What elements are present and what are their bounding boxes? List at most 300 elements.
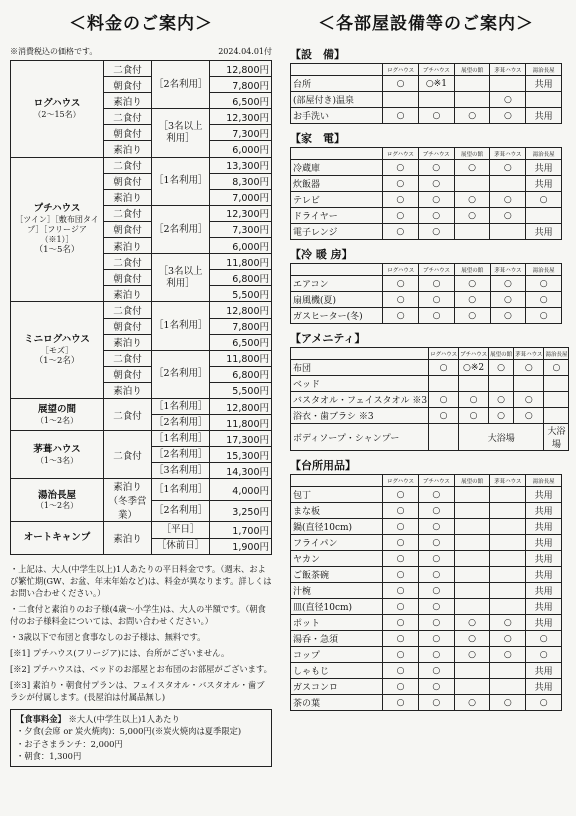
facility-sub: （1～2名） xyxy=(35,415,79,425)
equipment-cell: ○ xyxy=(454,647,490,663)
equipment-row xyxy=(291,663,562,679)
equipment-group-heading: 【家 電】 xyxy=(290,132,345,145)
equipment-row xyxy=(291,192,562,208)
equipment-group-heading: 【アメニティ】 xyxy=(290,332,366,345)
equipment-cell: ○ xyxy=(383,631,419,647)
price-value: 5,500円 xyxy=(210,286,272,302)
price-value: 3,250円 xyxy=(210,500,272,522)
equipment-item: まな板 xyxy=(291,503,383,519)
equipment-cell: ○ xyxy=(419,292,455,308)
equipment-row xyxy=(291,519,562,535)
equipment-row xyxy=(291,535,562,551)
equipment-item: エアコン xyxy=(291,276,383,292)
price-value: 13,300円 xyxy=(210,157,272,173)
equipment-cell: ○ xyxy=(383,567,419,583)
price-value: 7,000円 xyxy=(210,189,272,205)
equipment-cell: ○ xyxy=(490,308,526,324)
equipment-cell xyxy=(454,503,490,519)
price-title: ＜料金のご案内＞ xyxy=(69,14,213,34)
equipment-cell xyxy=(429,424,459,451)
price-value: 1,900円 xyxy=(210,538,272,554)
equipment-cell: ○ xyxy=(454,292,490,308)
equipment-cell: ○ xyxy=(459,392,489,408)
meal-type: 素泊り（冬季営業） xyxy=(104,479,152,522)
price-value: 11,800円 xyxy=(210,415,272,431)
equipment-cell: ○ xyxy=(418,679,454,695)
column-header: 湯治長屋 xyxy=(526,264,562,276)
equipment-cell: ○ xyxy=(490,208,526,224)
equipment-item-header xyxy=(291,64,383,76)
facility-sub: （2～15名） xyxy=(33,109,81,119)
price-row xyxy=(11,398,272,414)
equipment-item: 炊飯器 xyxy=(291,176,383,192)
equipment-item: 鍋(直径10cm) xyxy=(291,519,383,535)
meal-type: 朝食付 xyxy=(104,125,152,141)
equipment-cell: ○ xyxy=(454,615,490,631)
equipment-cell: ○ xyxy=(418,108,454,124)
equipment-group-heading: 【冷 暖 房】 xyxy=(290,248,353,261)
equipment-cell: ○ xyxy=(418,567,454,583)
equipment-cell: ○ xyxy=(418,695,454,711)
equipment-cell: ○ xyxy=(418,663,454,679)
equipment-header-row xyxy=(291,64,562,76)
column-header: 展望の館 xyxy=(454,64,490,76)
facility-title: 展望の間 xyxy=(37,403,76,415)
equipment-row xyxy=(291,108,562,124)
equipment-cell xyxy=(454,92,490,108)
equipment-item: コップ xyxy=(291,647,383,663)
equipment-item: (部屋付き)温泉 xyxy=(291,92,383,108)
equipment-cell: ○ xyxy=(383,615,419,631)
equipment-cell: ○ xyxy=(490,647,526,663)
equipment-item: 皿(直径10cm) xyxy=(291,599,383,615)
note-line: [※1] プチハウス(フリージア)には、台所がございません。 xyxy=(10,647,230,658)
equipment-cell xyxy=(490,503,526,519)
equipment-cell: ○ xyxy=(418,647,454,663)
equipment-item: 汁椀 xyxy=(291,583,383,599)
group-label: ［2名利用］ xyxy=(152,205,210,253)
equipment-item: しゃもじ xyxy=(291,663,383,679)
facility-sub: ［モズ］ xyxy=(41,345,73,355)
price-value: 7,800円 xyxy=(210,77,272,93)
equipment-group-heading: 【設 備】 xyxy=(290,48,345,61)
equipment-cell: ○ xyxy=(383,679,419,695)
price-value: 6,800円 xyxy=(210,270,272,286)
equipment-cell: 共用 xyxy=(526,567,562,583)
equipment-cell: 共用 xyxy=(526,583,562,599)
equipment-cell: ○ xyxy=(514,392,544,408)
equipment-item: 浴衣・歯ブラシ ※3 xyxy=(291,408,429,424)
equipment-cell: 共用 xyxy=(526,503,562,519)
equipment-cell: ○ xyxy=(454,108,490,124)
price-section xyxy=(10,10,272,767)
equipment-cell: ○ xyxy=(490,615,526,631)
equipment-cell: ○ xyxy=(383,551,419,567)
equipment-cell xyxy=(526,208,562,224)
equipment-cell: ○ xyxy=(382,176,418,192)
meal-type: 二食付 xyxy=(104,205,152,221)
equipment-cell xyxy=(454,76,490,92)
equipment-cell: ○ xyxy=(418,176,454,192)
column-header: プチハウス xyxy=(419,264,455,276)
equipment-cell xyxy=(490,567,526,583)
equipment-cell: ○ xyxy=(514,360,544,376)
equipment-cell xyxy=(454,487,490,503)
equipment-header-row xyxy=(291,148,562,160)
equipment-group xyxy=(290,130,562,240)
equipment-table xyxy=(290,474,562,711)
meal-type: 二食付 xyxy=(104,302,152,318)
equipment-item: お手洗い xyxy=(291,108,383,124)
group-label: ［2名利用］ xyxy=(152,415,210,431)
group-label: ［3名以上利用］ xyxy=(152,254,210,302)
equipment-cell xyxy=(490,679,526,695)
equipment-group-heading: 【台所用品】 xyxy=(290,459,356,472)
facility-name xyxy=(11,157,104,302)
column-header: 茅葺ハウス xyxy=(490,64,526,76)
equipment-row xyxy=(291,599,562,615)
equipment-cell: 共用 xyxy=(526,224,562,240)
equipment-cell xyxy=(418,92,454,108)
column-header: 茅葺ハウス xyxy=(514,348,544,360)
price-value: 7,300円 xyxy=(210,125,272,141)
equipment-row xyxy=(291,92,562,108)
group-label: ［1名利用］ xyxy=(152,431,210,447)
equipment-cell: 共用 xyxy=(526,160,562,176)
equipment-row xyxy=(291,615,562,631)
facility-title: 茅葺ハウス xyxy=(33,443,81,455)
meal-type: 朝食付 xyxy=(104,221,152,237)
group-label: ［3名利用］ xyxy=(152,463,210,479)
column-header: 茅葺ハウス xyxy=(490,148,526,160)
meal-type: 朝食付 xyxy=(104,318,152,334)
equipment-cell: ○ xyxy=(383,647,419,663)
equipment-item: 包丁 xyxy=(291,487,383,503)
facility-capacity: （1～2名） xyxy=(34,355,80,366)
equipment-cell xyxy=(489,376,514,392)
equipment-row xyxy=(291,408,569,424)
equipment-title: ＜各部屋設備等のご案内＞ xyxy=(318,14,534,34)
meal-type: 二食付 xyxy=(104,109,152,125)
facility-sub: （1～3名） xyxy=(35,455,79,465)
equipment-cell: ○※2 xyxy=(459,360,489,376)
equipment-item: ガスコンロ xyxy=(291,679,383,695)
group-label: ［3名以上利用］ xyxy=(152,109,210,157)
equipment-cell: 共用 xyxy=(526,599,562,615)
facility-title: プチハウス xyxy=(33,203,81,215)
facility-title: ミニログハウス xyxy=(24,333,90,345)
equipment-item: 茶の葉 xyxy=(291,695,383,711)
column-header: 展望の館 xyxy=(489,348,514,360)
equipment-cell: ○ xyxy=(418,535,454,551)
equipment-cell: ○ xyxy=(383,308,419,324)
equipment-cell xyxy=(514,376,544,392)
equipment-cell xyxy=(490,487,526,503)
note-line: ・3歳以下で布団と食事なしのお子様は、無料です。 xyxy=(10,631,206,642)
equipment-item: テレビ xyxy=(291,192,383,208)
price-row xyxy=(11,522,272,538)
equipment-cell: ○ xyxy=(454,308,490,324)
equipment-header-row xyxy=(291,348,569,360)
group-label: ［2名利用］ xyxy=(152,61,210,109)
equipment-item: ドライヤー xyxy=(291,208,383,224)
equipment-cell xyxy=(490,599,526,615)
price-value: 12,800円 xyxy=(210,302,272,318)
equipment-cell xyxy=(454,176,490,192)
column-header: 展望の館 xyxy=(454,148,490,160)
equipment-item: 扇風機(夏) xyxy=(291,292,383,308)
column-header: 湯治長屋 xyxy=(544,348,569,360)
equipment-cell: ○ xyxy=(490,276,526,292)
price-row xyxy=(11,302,272,318)
equipment-cell: ○ xyxy=(454,695,490,711)
facility-name xyxy=(11,302,104,399)
equipment-row xyxy=(291,392,569,408)
equipment-cell: 大浴場 xyxy=(544,424,569,451)
equipment-cell: ○ xyxy=(382,224,418,240)
price-value: 12,300円 xyxy=(210,205,272,221)
equipment-cell: 共用 xyxy=(526,551,562,567)
equipment-cell: ○ xyxy=(490,695,526,711)
equipment-row xyxy=(291,503,562,519)
equipment-cell xyxy=(490,76,526,92)
equipment-cell: ○ xyxy=(418,599,454,615)
column-header: 展望の館 xyxy=(454,264,490,276)
equipment-cell: 大浴場 xyxy=(459,424,544,451)
note-line: [※2] プチハウスは、ベッドのお部屋とお布団のお部屋がございます。 xyxy=(10,663,272,674)
meal-fee-item: ・夕食(会席 or 炭火焼肉)：5,000円(※炭火焼肉は夏季限定) xyxy=(16,726,242,737)
facility-title: ログハウス xyxy=(33,97,81,109)
meal-type: 素泊り xyxy=(104,238,152,254)
equipment-cell: ○ xyxy=(459,408,489,424)
equipment-cell: ○ xyxy=(383,583,419,599)
equipment-cell: ○ xyxy=(489,408,514,424)
meal-type: 素泊り xyxy=(104,522,152,554)
equipment-cell: ○ xyxy=(514,408,544,424)
price-row xyxy=(11,61,272,77)
column-header: プチハウス xyxy=(418,475,454,487)
group-label: ［2名利用］ xyxy=(152,500,210,522)
column-header: ログハウス xyxy=(383,64,419,76)
price-value: 6,800円 xyxy=(210,366,272,382)
equipment-cell: ○ xyxy=(418,192,454,208)
equipment-row xyxy=(291,487,562,503)
equipment-cell: ○ xyxy=(490,192,526,208)
equipment-cell xyxy=(544,392,569,408)
equipment-cell: ○ xyxy=(454,160,490,176)
group-label: ［2名利用］ xyxy=(152,447,210,463)
column-header: 湯治長屋 xyxy=(526,64,562,76)
equipment-cell: ○ xyxy=(382,208,418,224)
column-header: プチハウス xyxy=(418,148,454,160)
group-label: ［2名利用］ xyxy=(152,350,210,398)
equipment-cell: ○ xyxy=(454,631,490,647)
equipment-cell: ○ xyxy=(383,663,419,679)
equipment-cell: ○ xyxy=(383,599,419,615)
equipment-row xyxy=(291,647,562,663)
equipment-cell: 共用 xyxy=(526,487,562,503)
equipment-table xyxy=(290,347,569,451)
equipment-item: ボディソープ・シャンプー xyxy=(291,424,429,451)
equipment-row xyxy=(291,567,562,583)
equipment-cell: ○ xyxy=(418,551,454,567)
equipment-item-header xyxy=(291,264,383,276)
facility-sub: ［ツイン］［敷布団タイプ］［フリージア（※1）］ xyxy=(15,215,99,245)
meal-type: 二食付 xyxy=(104,61,152,77)
note-line: ・上記は、大人(中学生以上)1人あたりの平日料金です。（週末、および繁忙期(GW、お盆、年末年始など)は、料金が異なります。詳しくはお問い合わせください。） xyxy=(10,563,272,598)
equipment-item: 布団 xyxy=(291,360,429,376)
equipment-group xyxy=(290,246,562,324)
column-header: ログハウス xyxy=(383,475,419,487)
equipment-cell: ○ xyxy=(526,647,562,663)
equipment-row xyxy=(291,224,562,240)
facility-capacity: （1～5名） xyxy=(34,245,80,256)
facility-name xyxy=(11,61,104,158)
equipment-cell: ○ xyxy=(490,631,526,647)
equipment-cell: ○ xyxy=(383,519,419,535)
equipment-item: 湯呑・急須 xyxy=(291,631,383,647)
price-value: 6,000円 xyxy=(210,238,272,254)
equipment-cell: ○ xyxy=(419,308,455,324)
equipment-cell xyxy=(490,519,526,535)
column-header: プチハウス xyxy=(418,64,454,76)
equipment-cell: ○ xyxy=(490,160,526,176)
price-row xyxy=(11,431,272,447)
equipment-row xyxy=(291,292,562,308)
equipment-item: フライパン xyxy=(291,535,383,551)
equipment-item: ヤカン xyxy=(291,551,383,567)
equipment-cell: ○ xyxy=(489,392,514,408)
equipment-cell: ○ xyxy=(526,192,562,208)
equipment-row xyxy=(291,208,562,224)
equipment-cell: ○ xyxy=(454,276,490,292)
equipment-cell: ○ xyxy=(490,92,526,108)
equipment-row xyxy=(291,76,562,92)
column-header: 茅葺ハウス xyxy=(490,264,526,276)
meal-type: 素泊り xyxy=(104,189,152,205)
meal-type: 二食付 xyxy=(104,350,152,366)
equipment-row xyxy=(291,276,562,292)
equipment-cell: ○ xyxy=(429,408,459,424)
meal-type: 朝食付 xyxy=(104,366,152,382)
equipment-cell: ○ xyxy=(526,695,562,711)
meal-type: 素泊り xyxy=(104,382,152,398)
column-header: 湯治長屋 xyxy=(526,148,562,160)
meal-fees-header-note: ※大人(中学生以上)1人あたり xyxy=(68,713,180,724)
equipment-cell xyxy=(454,535,490,551)
meal-type: 二食付 xyxy=(104,157,152,173)
equipment-cell: 共用 xyxy=(526,519,562,535)
price-value: 12,300円 xyxy=(210,109,272,125)
price-value: 11,800円 xyxy=(210,254,272,270)
equipment-cell: ○※1 xyxy=(418,76,454,92)
column-header: プチハウス xyxy=(459,348,489,360)
facility-name xyxy=(11,431,104,479)
equipment-cell: 共用 xyxy=(526,663,562,679)
equipment-cell: ○ xyxy=(526,292,562,308)
equipment-cell: ○ xyxy=(419,276,455,292)
price-notes xyxy=(10,563,272,703)
note-line: [※3] 素泊り・朝食付プランは、フェイスタオル・バスタオル・歯ブラシが付属します。(長屋泊は付属品無し) xyxy=(10,679,265,702)
equipment-item: ベッド xyxy=(291,376,429,392)
equipment-row xyxy=(291,176,562,192)
equipment-cell: ○ xyxy=(418,487,454,503)
equipment-cell xyxy=(490,551,526,567)
equipment-cell: ○ xyxy=(418,208,454,224)
equipment-table xyxy=(290,63,562,124)
equipment-row xyxy=(291,583,562,599)
equipment-group xyxy=(290,457,562,711)
price-value: 14,300円 xyxy=(210,463,272,479)
equipment-cell xyxy=(526,92,562,108)
equipment-cell xyxy=(490,583,526,599)
facility-title: 湯治長屋 xyxy=(37,489,76,501)
equipment-cell: ○ xyxy=(429,360,459,376)
group-label: ［休前日］ xyxy=(152,538,210,554)
meal-fees-header: 【食事料金】 xyxy=(16,713,66,724)
equipment-cell xyxy=(490,176,526,192)
equipment-cell: ○ xyxy=(382,160,418,176)
price-value: 7,800円 xyxy=(210,318,272,334)
equipment-cell: ○ xyxy=(383,108,419,124)
revision-date: 2024.04.01付 xyxy=(218,47,272,56)
equipment-row xyxy=(291,424,569,451)
equipment-cell: ○ xyxy=(454,192,490,208)
facility-name xyxy=(11,479,104,522)
equipment-table xyxy=(290,263,562,324)
equipment-cell: 共用 xyxy=(526,535,562,551)
price-value: 5,500円 xyxy=(210,382,272,398)
meal-fees-box xyxy=(10,709,272,767)
meal-type: 朝食付 xyxy=(104,173,152,189)
equipment-cell xyxy=(454,224,490,240)
tax-note: ※消費税込の価格です。 xyxy=(10,47,98,56)
equipment-cell: ○ xyxy=(526,631,562,647)
price-value: 4,000円 xyxy=(210,479,272,501)
price-value: 6,500円 xyxy=(210,334,272,350)
meal-type: 朝食付 xyxy=(104,270,152,286)
equipment-cell xyxy=(544,408,569,424)
equipment-cell: ○ xyxy=(490,108,526,124)
equipment-cell: ○ xyxy=(429,392,459,408)
equipment-item: ガスヒーター(冬) xyxy=(291,308,383,324)
meal-fee-item: ・お子さまランチ：2,000円 xyxy=(16,738,123,749)
facility-name xyxy=(11,398,104,430)
facility-title: オートキャンプ xyxy=(23,532,91,544)
price-value: 12,800円 xyxy=(210,61,272,77)
equipment-row xyxy=(291,308,562,324)
equipment-cell: ○ xyxy=(489,360,514,376)
meal-type: 素泊り xyxy=(104,141,152,157)
equipment-cell: ○ xyxy=(418,631,454,647)
equipment-cell xyxy=(454,599,490,615)
column-header: 茅葺ハウス xyxy=(490,475,526,487)
equipment-cell: ○ xyxy=(418,583,454,599)
price-value: 6,500円 xyxy=(210,93,272,109)
equipment-item: ご飯茶碗 xyxy=(291,567,383,583)
equipment-cell xyxy=(454,583,490,599)
equipment-cell xyxy=(490,535,526,551)
group-label: ［1名利用］ xyxy=(152,398,210,414)
equipment-cell: ○ xyxy=(544,360,569,376)
equipment-row xyxy=(291,551,562,567)
note-line: ・二食付と素泊りのお子様(4歳～小学生)は、大人の半額です。（朝食付のお子様料金については、お問い合わせください。） xyxy=(10,603,266,626)
meal-type: 二食付 xyxy=(104,254,152,270)
equipment-cell xyxy=(454,679,490,695)
column-header: ログハウス xyxy=(429,348,459,360)
equipment-sections xyxy=(290,46,568,711)
equipment-cell xyxy=(454,519,490,535)
